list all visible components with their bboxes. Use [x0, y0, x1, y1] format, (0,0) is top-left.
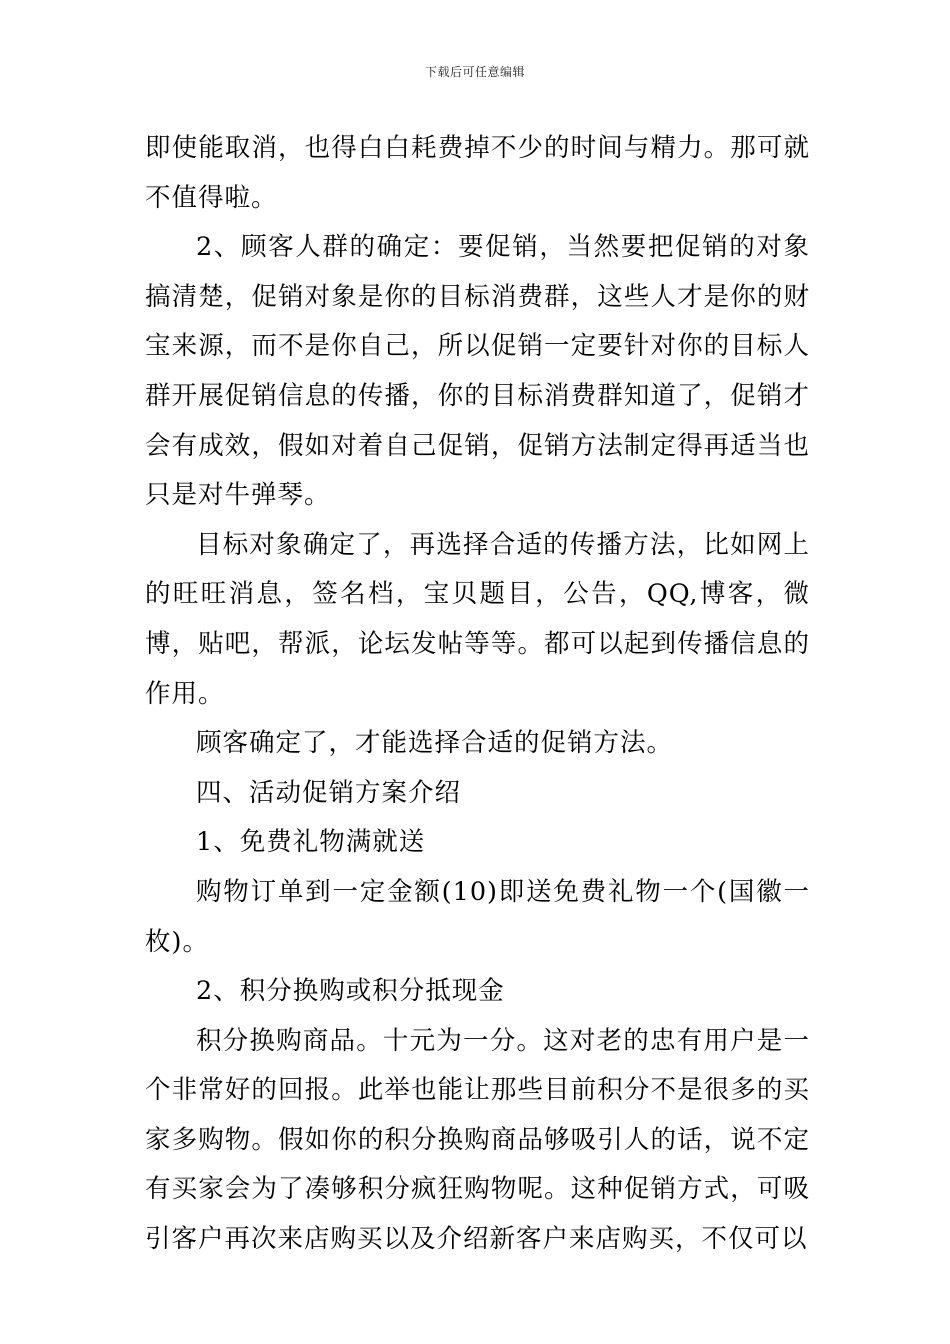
section-heading-promotion-plans: 四、活动促销方案介绍 — [196, 777, 462, 808]
paragraph-propagation-methods: 目标对象确定了，再选择合适的传播方法，比如网上的旺旺消息，签名档，宝贝题目，公告，QQ,博客，微博，贴吧，帮派，论坛发帖等等。都可以起到传播信息的作用。 — [145, 529, 810, 709]
paragraph-choose-method: 顾客确定了，才能选择合适的促销方法。 — [196, 728, 674, 759]
paragraph-points-redemption: 积分换购商品。十元为一分。这对老的忠有用户是一个非常好的回报。此举也能让那些目前积分不是很多的买家多购物。假如你的积分换购商品够吸引人的话，说不定有买家会为了凑够积分疯狂购物呢。这种促销方式，可吸引客户再次来店购买以及介绍新客户来店购买，不仅可以 — [145, 1025, 810, 1255]
subheading-free-gift: 1、免费礼物满就送 — [196, 827, 426, 858]
document-body — [145, 124, 810, 1265]
page-header: 下载后可任意编辑 — [424, 65, 525, 79]
subheading-points-redemption: 2、积分换购或积分抵现金 — [196, 976, 505, 1007]
paragraph-free-gift: 购物订单到一定金额(10)即送免费礼物一个(国徽一枚)。 — [145, 876, 810, 957]
paragraph-customer-targeting: 2、顾客人群的确定：要促销，当然要把促销的对象搞清楚，促销对象是你的目标消费群，这些人才是你的财宝来源，而不是你自己，所以促销一定要针对你的目标人群开展促销信息的传播，你的目标消费群知道了，促销才会有成效，假如对着自己促销，促销方法制定得再适当也只是对牛弹琴。 — [145, 232, 810, 511]
paragraph-continuation: 即使能取消，也得白白耗费掉不少的时间与精力。那可就不值得啦。 — [145, 133, 810, 213]
